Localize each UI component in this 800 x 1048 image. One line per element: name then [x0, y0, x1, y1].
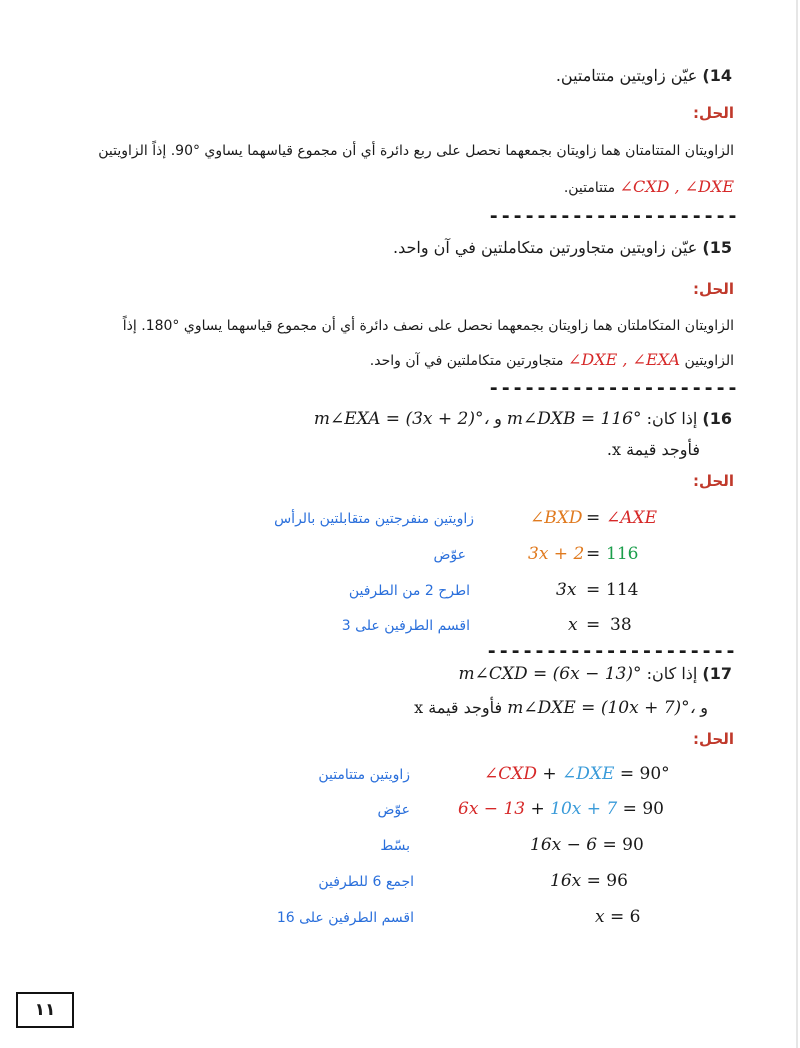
s17-row3: 16x − 6 = 90	[530, 835, 644, 855]
s16-row3-rhs: 114	[606, 580, 639, 600]
s17-row5: x = 6	[595, 907, 641, 927]
s16-row4-lhs: x	[568, 615, 578, 635]
question-16-find: فأوجد قيمة x.	[606, 440, 700, 459]
angle-pair: ∠DXE , ∠EXA	[567, 350, 680, 369]
answer-14-line2: ∠CXD , ∠DXE متتامتين.	[563, 177, 734, 196]
angle-pair: ∠CXD , ∠DXE	[619, 177, 734, 196]
solution-label: الحل:	[693, 472, 734, 490]
s17-row5-note: اقسم الطرفين على 16	[276, 910, 414, 926]
s17-row1-note: زاويتين متتامتين	[318, 767, 410, 783]
question-text: عيّن زاويتين متجاورتين متكاملتين في آن واحد.	[393, 238, 698, 257]
s16-row1-note: زاويتين منفرجتين متقابلتين بالرأس	[274, 511, 474, 527]
solution-label: الحل:	[693, 104, 734, 122]
answer-15-line1: الزاويتان المتكاملتان هما زاويتان بجمعهما نحصل على نصف دائرة أي أن مجموع قياسهما يساوي °180. إذاً	[122, 318, 734, 334]
page-edge-line	[796, 0, 798, 1048]
s17-row3-note: بسّط	[380, 838, 410, 854]
s16-row2-op: =	[586, 544, 601, 564]
s16-row4-note: اقسم الطرفين على 3	[341, 618, 470, 634]
question-17-line2: و m∠DXE = (10x + 7)°، فأوجد قيمة x	[414, 698, 708, 718]
s16-row2-lhs: 3x + 2	[528, 544, 585, 564]
solution-label: الحل:	[693, 280, 734, 298]
question-14	[556, 66, 732, 85]
s17-row4: 16x = 96	[550, 871, 628, 891]
answer-15-line2: الزاويتين ∠DXE , ∠EXA متجاورتين متكاملتين في آن واحد.	[369, 350, 734, 369]
question-text: عيّن زاويتين متتامتين.	[555, 66, 698, 85]
s16-row4-rhs: 38	[610, 615, 632, 635]
question-number: 14)	[702, 66, 732, 85]
s16-row4-op: =	[586, 615, 601, 635]
page-number: ١١	[16, 992, 74, 1028]
s16-row3-note: اطرح 2 من الطرفين	[348, 583, 470, 599]
divider: ---------------------	[486, 640, 737, 662]
answer-14-line1: الزاويتان المتتامتان هما زاويتان بجمعهما نحصل على ربع دائرة أي أن مجموع قياسهما يساوي °90. إذاً الزاويتين	[98, 143, 734, 159]
s17-row2-note: عوّض	[377, 802, 410, 818]
s16-row1-op: =	[586, 508, 601, 528]
question-15	[393, 238, 732, 257]
solution-label: الحل:	[693, 730, 734, 748]
question-16: 16) إذا كان: m∠DXB = 116° و m∠EXA = (3x + 2)°،	[313, 409, 732, 429]
divider: ---------------------	[488, 205, 739, 227]
question-number: 15)	[702, 238, 732, 257]
s17-row1: ∠CXD + ∠DXE = 90°	[484, 764, 670, 784]
s16-row2-rhs: 116	[606, 544, 639, 564]
s17-row2: 6x − 13 + 10x + 7 = 90	[458, 799, 664, 819]
s16-row1-rhs: ∠AXE	[606, 508, 658, 528]
s16-row3-op: =	[586, 580, 601, 600]
s16-row1-lhs: ∠BXD	[530, 508, 583, 528]
question-number: 16)	[702, 409, 732, 428]
s16-row2-note: عوّض	[433, 547, 466, 563]
s17-row4-note: اجمع 6 للطرفين	[318, 874, 414, 890]
s16-row3-lhs: 3x	[556, 580, 577, 600]
question-number: 17)	[702, 664, 732, 683]
question-17: 17) إذا كان: m∠CXD = (6x − 13)°	[458, 664, 732, 684]
divider: ---------------------	[488, 377, 739, 399]
